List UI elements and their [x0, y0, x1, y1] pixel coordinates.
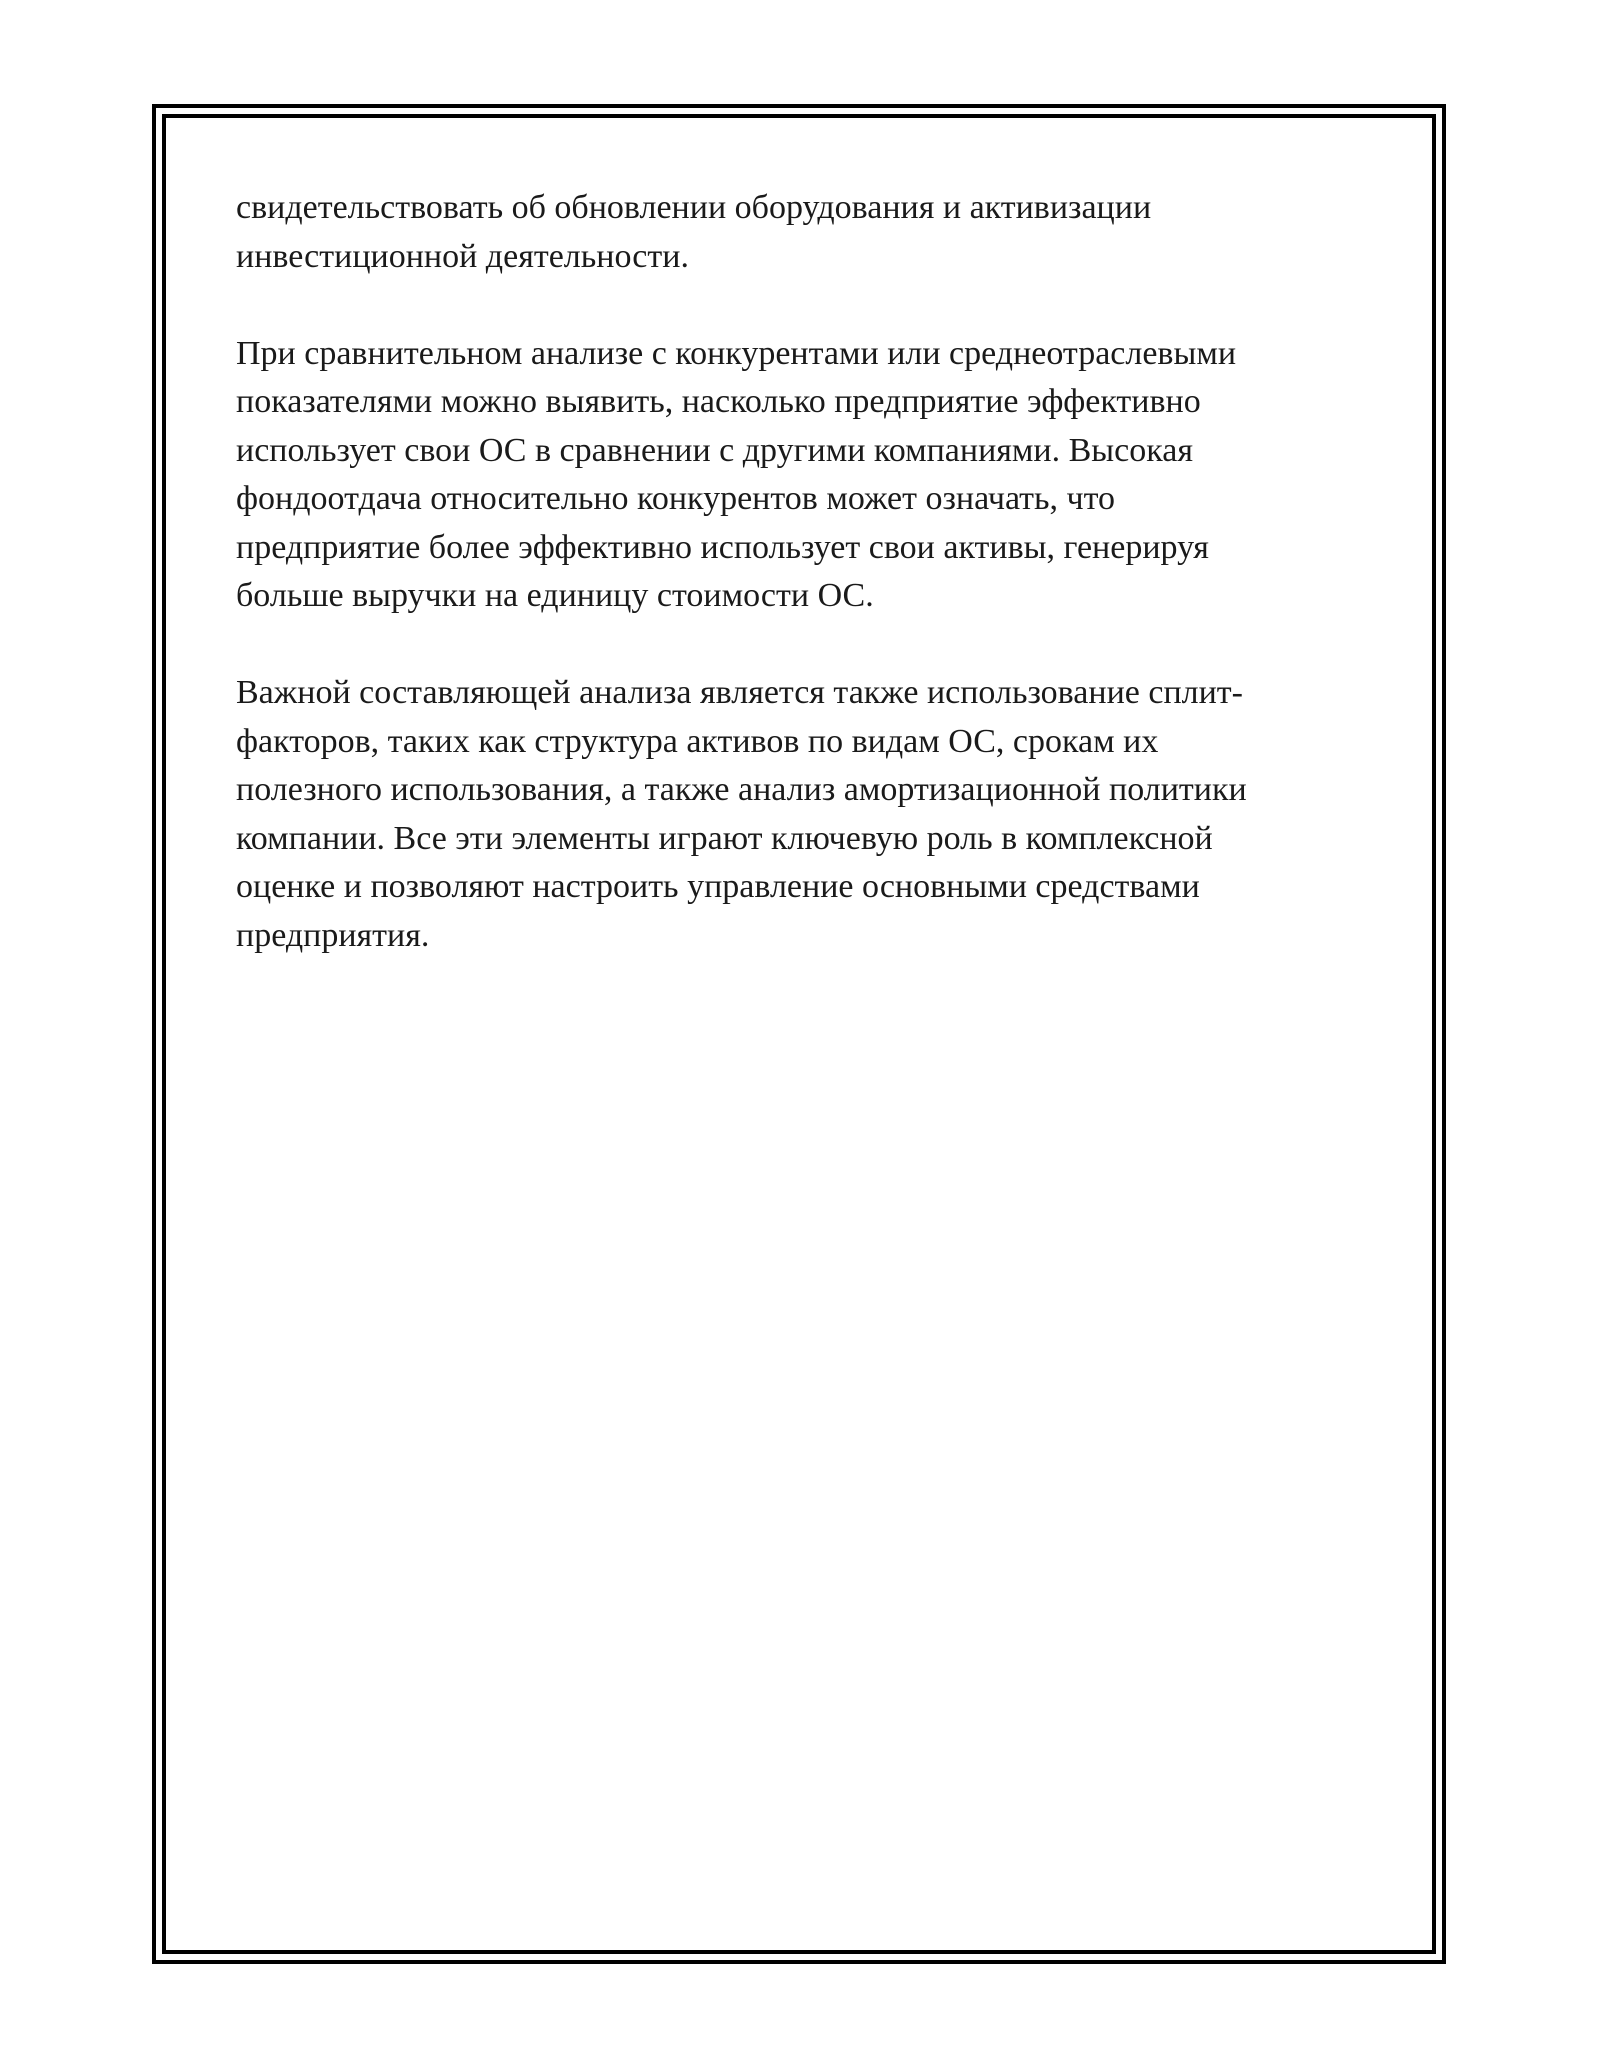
text-line: использует свои ОС в сравнении с другими компаниями. Высокая: [236, 431, 1193, 469]
text-line: фондоотдача относительно конкурентов может означать, что: [236, 480, 1116, 517]
text-line: больше выручки на единицу стоимости ОС.: [236, 577, 874, 614]
text-line: компании. Все эти элементы играют ключевую роль в комплексной: [236, 819, 1213, 857]
text-line: полезного использования, а также анализ амортизационной политики: [236, 771, 1247, 808]
paragraph: [236, 330, 1356, 621]
paragraph: [236, 669, 1356, 960]
text-line: факторов, таких как структура активов по видам ОС, срокам их: [236, 722, 1159, 760]
text-line: Важной составляющей анализа является также использование сплит-: [236, 674, 1243, 711]
text-line: инвестиционной деятельности.: [236, 237, 689, 275]
text-line: оценке и позволяют настроить управление основными средствами: [236, 868, 1200, 905]
text-line: свидетельствовать об обновлении оборудования и активизации: [236, 189, 1152, 226]
text-line: предприятия.: [236, 916, 430, 954]
text-line: При сравнительном анализе с конкурентами или среднеотраслевыми: [236, 334, 1237, 372]
text-line: предприятие более эффективно использует свои активы, генерируя: [236, 528, 1209, 566]
text-line: показателями можно выявить, насколько предприятие эффективно: [236, 383, 1201, 420]
paragraph: [236, 184, 1356, 281]
document-body: [236, 184, 1356, 1009]
